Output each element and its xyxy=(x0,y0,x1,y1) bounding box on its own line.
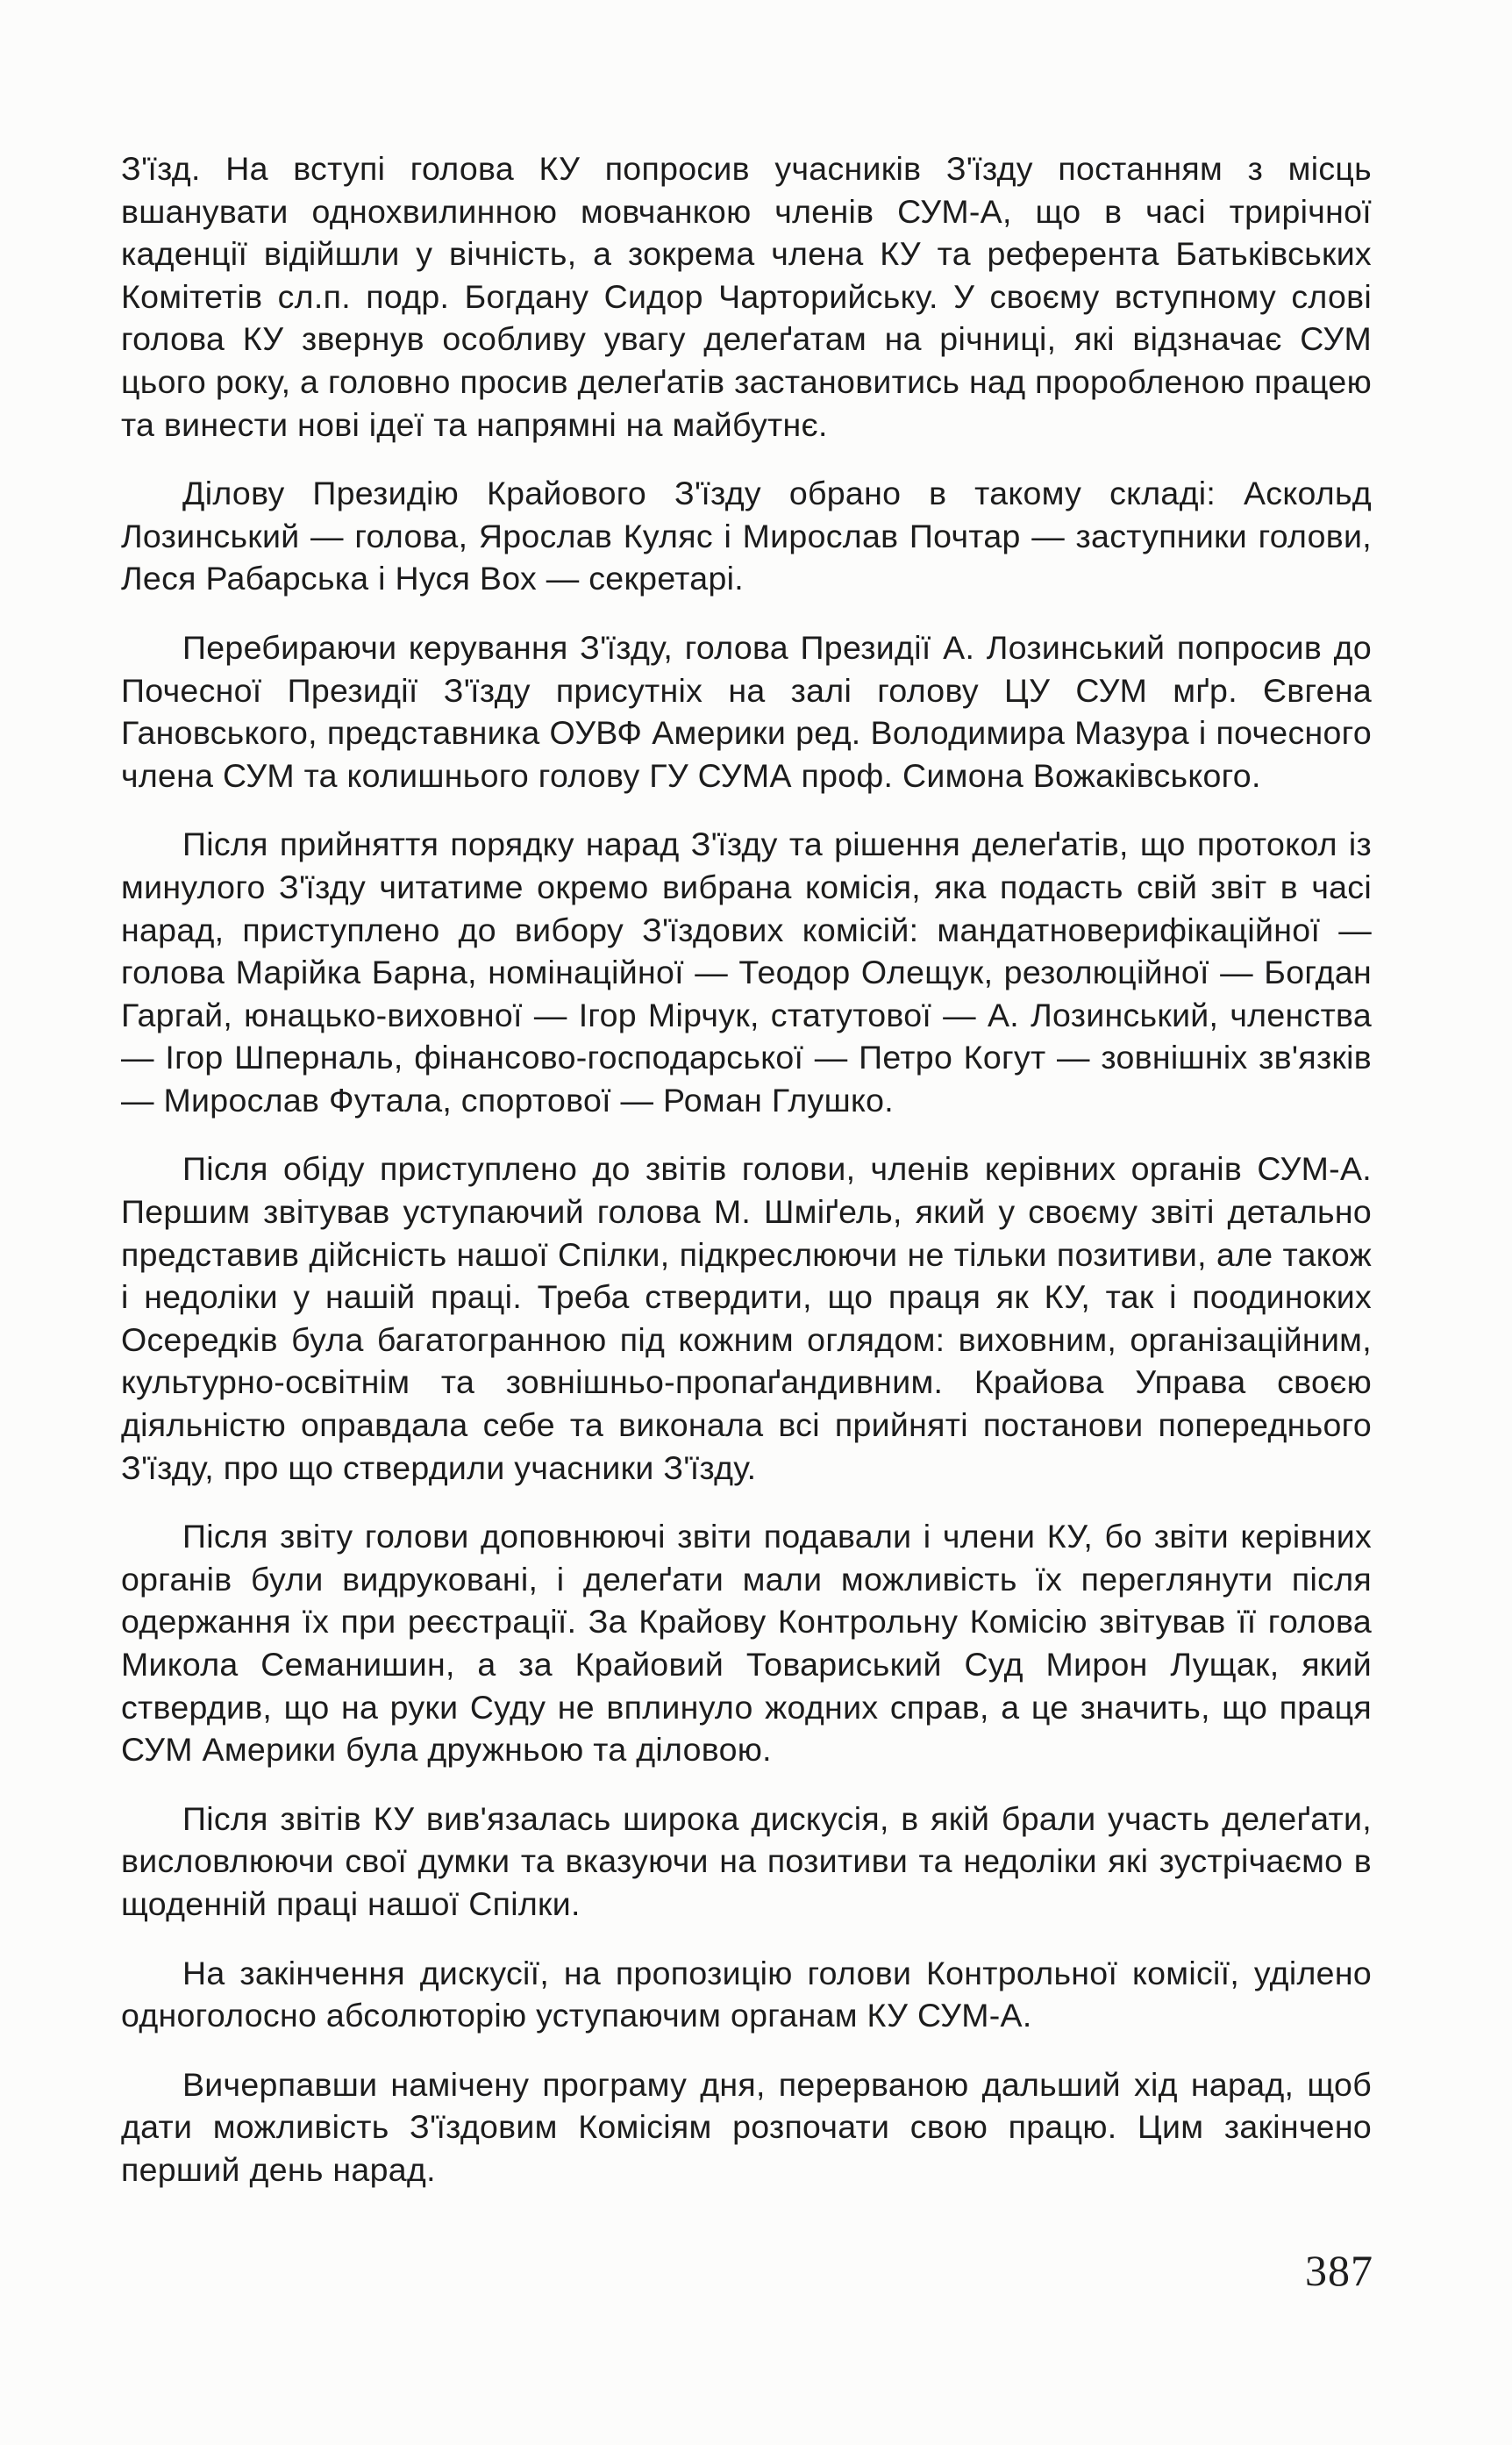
paragraph-4: Після прийняття порядку нарад З'їзду та рішення делеґатів, що протокол із минулого З'їзду читатиме окремо вибрана комісія, яка подасть свій звіт в часі нарад, приступлено до вибору З'їздових комісій: мандатноверифікаційної — голова Марійка Барна, номінаційної — Теодор Олещук, резолюційної — Богдан Гаргай, юнацько-виховної — Ігор Мірчук, статутової — А. Лозинський, членства — Ігор Шперналь, фінансово-господарської — Петро Когут — зовнішніх зв'язків — Мирослав Футала, спортової — Роман Глушко. xyxy=(121,826,1372,1119)
paragraph-5: Після обіду приступлено до звітів голови, членів керівних органів СУМ-А. Першим звітував уступаючий голова М. Шміґель, який у своєму звіті детально представив дійсність нашої Спілки, підкреслюючи не тільки позитиви, але також і недоліки у нашій праці. Треба ствердити, що праця як КУ, так і поодиноких Осередків була багатогранною під кожним оглядом: виховним, організаційним, культурно-освітнім та зовнішньо-пропаґандивним. Крайова Управа своєю діяльністю оправдала себе та виконала всі прийняті постанови попереднього З'їзду, про що ствердили учасники З'їзду. xyxy=(121,1150,1372,1486)
paragraph-7: Після звітів КУ вив'язалась широка дискусія, в якій брали участь делеґати, висловлюючи свої думки та вказуючи на позитиви та недоліки які зустрічаємо в щоденній праці нашої Спілки. xyxy=(121,1799,1372,1922)
paragraph-9: Вичерпавши намічену програму дня, перерваною дальший хід нарад, щоб дати можливість З'їздовим Комісіям розпочати свою працю. Цим закінчено перший день нарад. xyxy=(121,2065,1372,2188)
page-number: 387 xyxy=(1305,2246,1373,2295)
paragraph-2: Ділову Президію Крайового З'їзду обрано в такому складі: Аскольд Лозинський — голова, Ярослав Куляс і Мирослав Почтар — заступники голови, Леся Рабарська і Нуся Вох — секретарі. xyxy=(121,475,1372,597)
body-text xyxy=(121,147,1372,2218)
paragraph-6: Після звіту голови доповнюючі звіти подавали і члени КУ, бо звіти керівних органів були видруковані, і делеґати мали можливість їх переглянути після одержання їх при реєстрації. За Крайову Контрольну Комісію звітував її голова Микола Семанишин, а за Крайовий Товариський Суд Мирон Лущак, який ствердив, що на руки Суду не вплинуло жодних справ, а це значить, що праця СУМ Америки була дружньою та діловою. xyxy=(121,1518,1372,1769)
paragraph-3: Перебираючи керування З'їзду, голова Президії А. Лозинський попросив до Почесної Президії З'їзду присутніх на залі голову ЦУ СУМ мґр. Євгена Гановського, представника ОУВФ Америки ред. Володимира Мазура і почесного члена СУМ та колишнього голову ГУ СУМА проф. Симона Вожаківського. xyxy=(121,628,1372,794)
paragraph-8: На закінчення дискусії, на пропозицію голови Контрольної комісії, уділено одноголосно абсолюторію уступаючим органам КУ СУМ-А. xyxy=(121,1954,1372,2034)
paragraph-1: З'їзд. На вступі голова КУ попросив учасників З'їзду постанням з місць вшанувати однохвилинною мовчанкою членів СУМ-А, що в часі трирічної каденції відійшли у вічність, а зокрема члена КУ та референта Батьківських Комітетів сл.п. подр. Богдану Сидор Чарторийську. У своєму вступному слові голова КУ звернув особливу увагу делеґатам на річниці, які відзначає СУМ цього року, а головно просив делеґатів застановитись над проробленою працею та винести нові ідеї та напрямні на майбутнє. xyxy=(121,150,1372,443)
